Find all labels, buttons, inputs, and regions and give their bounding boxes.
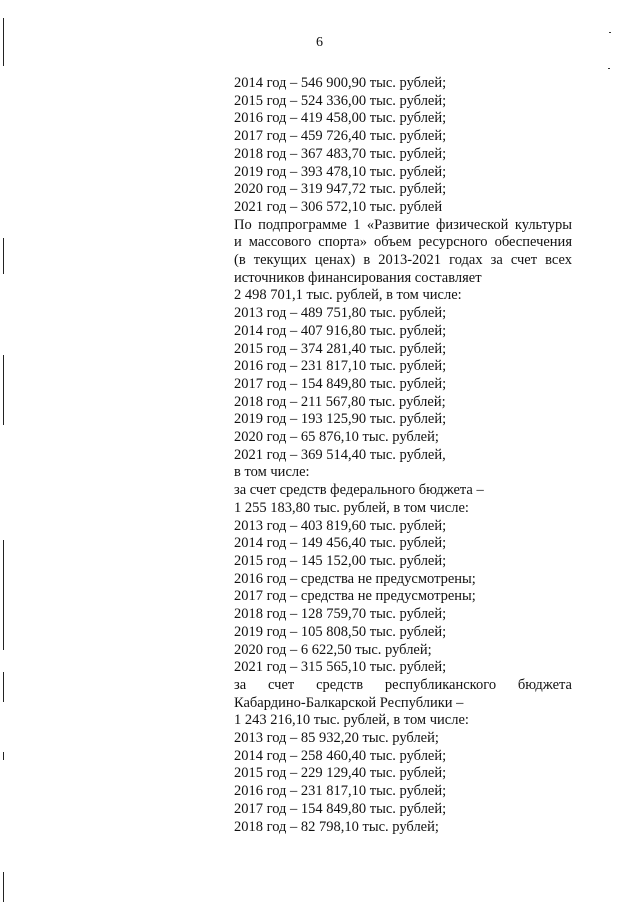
text-line: 2014 год – 546 900,90 тыс. рублей; xyxy=(234,75,447,91)
text-line: По подпрограмме 1 «Развитие физической культуры xyxy=(234,216,572,233)
text-line: 2016 год – 419 458,00 тыс. рублей; xyxy=(234,110,447,127)
text-line: 2014 год – 149 456,40 тыс. рублей; xyxy=(234,535,447,552)
text-line: за счет средств федерального бюджета – xyxy=(234,482,484,499)
text-line: 2013 год – 489 751,80 тыс. рублей; xyxy=(234,305,447,322)
text-line: 2020 год – 65 876,10 тыс. рублей; xyxy=(234,429,439,446)
scan-mark xyxy=(3,672,4,702)
page-number: 6 xyxy=(316,35,323,50)
text-line: 2019 год – 105 808,50 тыс. рублей; xyxy=(234,623,447,640)
text-line: 2021 год – 315 565,10 тыс. рублей; xyxy=(234,659,447,676)
scan-mark xyxy=(3,752,4,760)
text-line: 2017 год – 154 849,80 тыс. рублей; xyxy=(234,800,447,817)
text-line: 2016 год – 231 817,10 тыс. рублей; xyxy=(234,783,447,800)
text-line: и массового спорта» объем ресурсного обеспечения xyxy=(234,234,572,251)
scan-mark xyxy=(3,18,4,66)
text-line: за счет средств республиканского бюджета xyxy=(234,676,572,693)
text-line: 2021 год – 306 572,10 тыс. рублей xyxy=(234,198,443,215)
text-line: 2015 год – 524 336,00 тыс. рублей; xyxy=(234,92,447,109)
text-line: 2014 год – 407 916,80 тыс. рублей; xyxy=(234,322,447,339)
text-line: 1 255 183,80 тыс. рублей, в том числе: xyxy=(234,499,469,516)
text-line: 2021 год – 369 514,40 тыс. рублей, xyxy=(234,446,446,463)
text-line: 2014 год – 258 460,40 тыс. рублей; xyxy=(234,747,447,764)
text-line: 2013 год – 85 932,20 тыс. рублей; xyxy=(234,730,439,747)
text-line: 1 243 216,10 тыс. рублей, в том числе: xyxy=(234,712,469,729)
scan-mark xyxy=(3,872,4,902)
document-body xyxy=(234,75,572,836)
scan-dot xyxy=(608,68,610,69)
text-line: 2016 год – 231 817,10 тыс. рублей; xyxy=(234,358,447,375)
text-line: Кабардино-Балкарской Республики – xyxy=(234,694,464,711)
text-line: источников финансирования составляет xyxy=(234,269,482,286)
text-line: 2015 год – 374 281,40 тыс. рублей; xyxy=(234,340,447,357)
text-line: 2020 год – 6 622,50 тыс. рублей; xyxy=(234,641,432,658)
scan-mark xyxy=(3,540,4,650)
text-line: 2015 год – 145 152,00 тыс. рублей; xyxy=(234,552,447,569)
text-line: 2020 год – 319 947,72 тыс. рублей; xyxy=(234,181,447,198)
scan-dot xyxy=(609,32,611,33)
text-line: 2018 год – 128 759,70 тыс. рублей; xyxy=(234,606,447,623)
text-line: 2017 год – средства не предусмотрены; xyxy=(234,588,476,605)
text-line: 2 498 701,1 тыс. рублей, в том числе: xyxy=(234,287,462,304)
text-line: 2018 год – 367 483,70 тыс. рублей; xyxy=(234,145,447,162)
text-line: (в текущих ценах) в 2013-2021 годах за счет всех xyxy=(234,252,572,269)
text-line: 2019 год – 393 478,10 тыс. рублей; xyxy=(234,163,447,180)
text-line: 2017 год – 154 849,80 тыс. рублей; xyxy=(234,375,447,392)
text-line: 2013 год – 403 819,60 тыс. рублей; xyxy=(234,517,447,534)
text-line: 2016 год – средства не предусмотрены; xyxy=(234,570,476,587)
text-line: 2018 год – 82 798,10 тыс. рублей; xyxy=(234,818,439,835)
scan-mark xyxy=(3,238,4,274)
text-line: 2017 год – 459 726,40 тыс. рублей; xyxy=(234,128,447,145)
text-line: 2015 год – 229 129,40 тыс. рублей; xyxy=(234,765,447,782)
text-line: в том числе: xyxy=(234,464,310,481)
text-line: 2018 год – 211 567,80 тыс. рублей; xyxy=(234,393,446,410)
scan-mark xyxy=(3,355,4,425)
text-line: 2019 год – 193 125,90 тыс. рублей; xyxy=(234,411,447,428)
